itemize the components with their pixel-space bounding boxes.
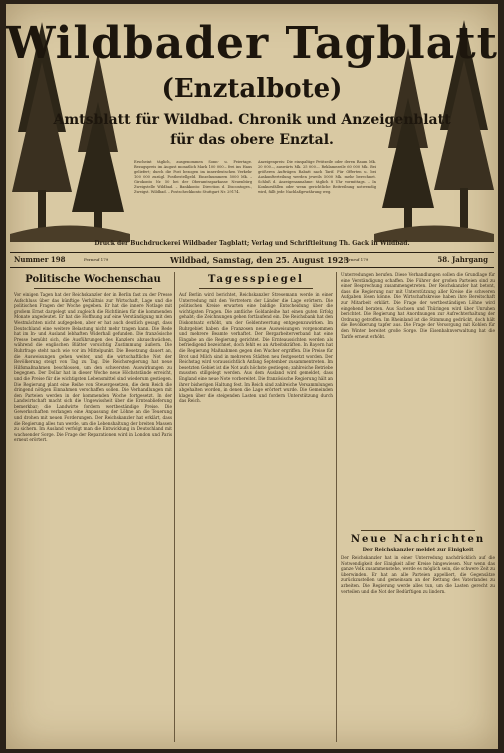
masthead [6,4,498,252]
newspaper-subtitle: (Enztalbote) [161,74,343,104]
daily-mirror-heading: Tagesspiegel [208,274,304,285]
news-subheading: Der Reichskanzler meldet zur Einigkeit [362,547,474,553]
newspaper-page [6,4,498,749]
column-news [336,272,495,742]
phone-number-left: Fernruf 179 [84,257,109,262]
volume-year: 58. Jahrgang [437,255,488,264]
news-heading: Neue Nachrichten [350,534,486,545]
political-review-heading: Politische Wochenschau [25,274,161,285]
subscription-info: Erscheint täglich, ausgenommen Sonn- u. Feiertage. Bezugspreis im August monatlich Mark 100 000.– frei ins Haus geliefert; durch die Post bezogen im innerdeutschen Verkehr 100 000 zuzügl. Postbestellgeld. Einzelnummern 5000 Mk. – Girokonto Nr. 50 bei der Oberamtssparkasse Neuenbürg Zweigstelle Wildbad. – Bankkonto: Direction d. Discontoges., Zweigst. Wildbad. – Postscheckkonto Stuttgart Nr. 29174. [134,160,252,194]
divider [361,530,475,531]
advertising-rates-info: Anzeigenpreis: Die einspaltige Petitzeile oder deren Raum Mk. 20 000.–, auswärts Mk. 25 000.–. Reklamezeile 60 000 Mk. Bei größeren Aufträgen Rabatt nach Tarif. Für Offerten u. bei Auskunfterteilung werden jeweils 5000 Mk. mehr berechnet. Schluß d. Anzeigenannahme: täglich 8 Uhr vormittags. – In Konkursfällen oder wenn gerichtliche Beitreibung notwendig wird, fällt jede Nachlaßgewährung weg. [258,160,376,194]
divider [199,288,313,289]
dateline-bar [10,252,494,268]
column-daily-mirror [174,272,333,742]
printer-imprint: Druck der Buchdruckerei Wildbader Tagblatt; Verlag und Schriftleitung Th. Gack in Wildbad. [94,240,410,247]
news-text: Der Reichskanzler hat in einer Unterredung nachdrücklich auf die Notwendigkeit der Einigkeit aller Kreise hingewiesen. Nur wenn das ganze Volk zusammenstehe, werde es möglich sein, die schwere Zeit zu überwinden. Er hat an alle Parteien appelliert, die Gegensätze zurückzustellen und gemeinsam an der Rettung des Vaterlandes zu arbeiten. Die Regierung werde alles tun, um die Lasten gerecht zu verteilen und die Not der Bedürftigen zu lindern. [341,555,495,594]
tagline-line-2: für das obere Enztal. [170,132,334,148]
political-review-text: Vor einigen Tagen hat der Reichskanzler der in Berlin fast zu der Presse Aufschluss über das künftige Verhältnis zur Wirtschaft, Lage und die politischen Fragen der Woche gegeben. Er hat die innere Notlage mit großem Ernst dargelegt und zugleich die Richtlinien für die kommenden Monate angedeutet. Er hat die Hoffnung auf eine Verständigung mit den Westmächten nicht aufgegeben, aber er hat auch deutlich gesagt, dass Deutschland eine weitere Belastung nicht mehr tragen kann. Die Rede hat im In- und Ausland lebhaften Widerhall gefunden. Die französische Presse bemüht sich, die Ausführungen des Kanzlers abzuschwächen, während die englischen Blätter vorsichtig Zustimmung äußern. Die Ruhrfrage steht nach wie vor im Mittelpunkt. Die Besetzung dauert an, die Ausweisungen gehen weiter, und die wirtschaftliche Not der Bevölkerung steigt von Tag zu Tag. Die Reichsregierung hat neue Hilfsmaßnahmen beschlossen, um den schwersten Auswirkungen zu begegnen. Der Dollar hat in dieser Woche neue Höchststände erreicht, und die Preise für die wichtigsten Lebensmittel sind wiederum gestiegen. Die Regierung plant eine Reihe von Steuergesetzen, die dem Reich die dringend nötigen Einnahmen verschaffen sollen. Die Verhandlungen mit den Parteien werden in der kommenden Woche fortgesetzt. In der Landwirtschaft macht sich die Ungewissheit über die Ernteablieferung bemerkbar; die Landwirte fordern wertbeständige Preise. Die Gewerkschaften verlangen eine Anpassung der Löhne an die Teuerung und drohen mit neuen Forderungen. Der Reichskanzler hat erklärt, dass die Regierung alles tun werde, um die Lebenshaltung der breiten Massen zu sichern. Im Ausland verfolgt man die Entwicklung in Deutschland mit wachsender Sorge. Die Frage der Reparationen wird in London und Paris erneut erörtert. [14,292,172,443]
newspaper-title: Wildbader Tagblatt [6,18,498,69]
issue-date: Wildbad, Samstag, den 25. August 1923 [170,255,350,265]
tagline-line-1: Amtsblatt für Wildbad. Chronik und Anzeigenblatt [53,112,451,128]
phone-number-right: Fernruf 179 [344,257,369,262]
continued-text: Unterredungen berufen. Diese Verhandlungen sollen die Grundlage für eine Verständigung schaffen. Die Führer der großen Parteien sind zu einer Besprechung zusammengetreten. Der Reichskanzler hat betont, dass die Regierung nur mit Unterstützung aller Kreise die schweren Aufgaben lösen könne. Die Wirtschaftskreise haben ihre Bereitschaft zur Mitarbeit erklärt. Die Frage der wertbeständigen Löhne wird eingehend beraten. Aus Sachsen und Thüringen wird über Unruhen berichtet. Die Regierung hat Anordnungen zur Aufrechterhaltung der Ordnung getroffen. Im Rheinland ist die Stimmung gedrückt, doch hält die Bevölkerung tapfer aus. Die Frage der Versorgung mit Kohlen für den Winter bereitet große Sorge. Die Eisenbahnverwaltung hat die Tarife erneut erhöht. [341,272,495,339]
divider [34,288,152,289]
daily-mirror-text: Auf Berlin wird berichtet, Reichskanzler Stresemann werde in einer Unterredung mit den Vertretern der Länder die Lage erörtern. Die politischen Kreise erwarten eine baldige Entscheidung über die wichtigsten Fragen. Die amtliche Goldanleihe hat einen guten Erfolg gehabt; die Zeichnungen gehen fortlaufend ein. Die Reichsbank hat den Diskontsatz erhöht, um der Geldentwertung entgegenzuwirken. Im Ruhrgebiet haben die Franzosen neue Ausweisungen vorgenommen und mehrere Beamte verhaftet. Der Bergarbeiterverband hat eine Eingabe an die Regierung gerichtet. Die Ernteaussichten werden als befriedigend bezeichnet, doch fehlt es an Arbeitskräften. In Bayern hat die Regierung Maßnahmen gegen den Wucher ergriffen. Die Preise für Brot und Milch sind in mehreren Städten neu festgesetzt worden. Der Reichstag wird voraussichtlich Anfang September zusammentreten. Im besetzten Gebiet ist die Not aufs höchste gestiegen; zahlreiche Betriebe mussten stillgelegt werden. Aus dem Ausland wird gemeldet, dass England eine neue Note vorbereitet. Die französische Regierung hält an ihrer bisherigen Haltung fest. Im Reich sind zahlreiche Versammlungen abgehalten worden, in denen die Lage erörtert wurde. Die Gemeinden klagen über die steigenden Lasten und fordern Unterstützung durch das Reich. [179,292,333,404]
column-political-review [14,272,172,742]
issue-number: Nummer 198 [14,255,66,264]
